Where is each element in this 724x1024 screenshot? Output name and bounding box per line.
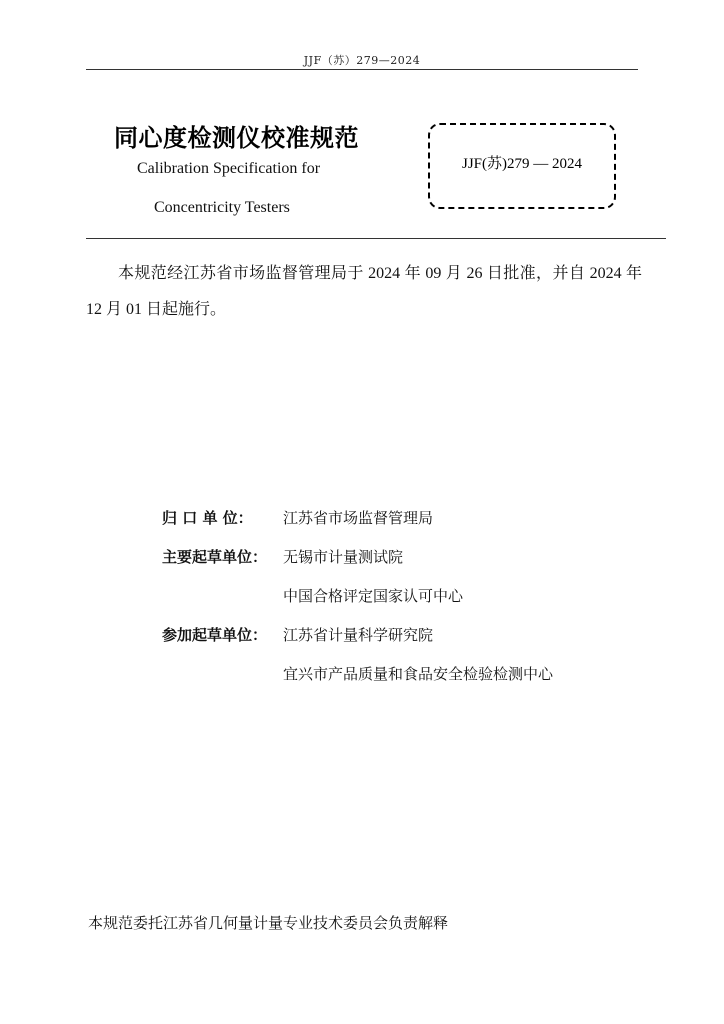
header-code: JJF（苏）279—2024 xyxy=(303,54,421,67)
main-rule xyxy=(86,238,666,239)
title-english-line-2: Concentricity Testers xyxy=(154,199,290,216)
unit-value-main-drafter-2: 中国合格评定国家认可中心 xyxy=(283,587,464,605)
title-english-line-1: Calibration Specification for xyxy=(137,160,321,177)
title-chinese: 同心度检测仪校准规范 xyxy=(114,124,359,152)
footer-interpretation-note: 本规范委托江苏省几何量计量专业技术委员会负责解释 xyxy=(88,914,449,932)
unit-label-main-drafters: 主要起草单位： xyxy=(162,548,268,566)
header-rule xyxy=(86,69,638,70)
unit-label-participating: 参加起草单位： xyxy=(162,626,268,644)
unit-row-responsible xyxy=(162,507,433,528)
unit-label-responsible: 归 口 单 位： xyxy=(162,509,253,527)
unit-value-main-drafter-1: 无锡市计量测试院 xyxy=(283,548,404,566)
unit-value-responsible: 江苏省市场监督管理局 xyxy=(283,509,434,527)
unit-value-participating-2: 宜兴市产品质量和食品安全检验检测中心 xyxy=(283,665,554,683)
code-box-text: JJF(苏)279 — 2024 xyxy=(461,156,582,172)
unit-row-participating xyxy=(162,624,433,645)
unit-value-participating-1: 江苏省计量科学研究院 xyxy=(283,626,434,644)
unit-row-main-drafters xyxy=(162,546,403,567)
approval-statement: 本规范经江苏省市场监督管理局于 2024 年 09 月 26 日批准，并自 2024 年 12 月 01 日起施行。 xyxy=(86,265,642,318)
